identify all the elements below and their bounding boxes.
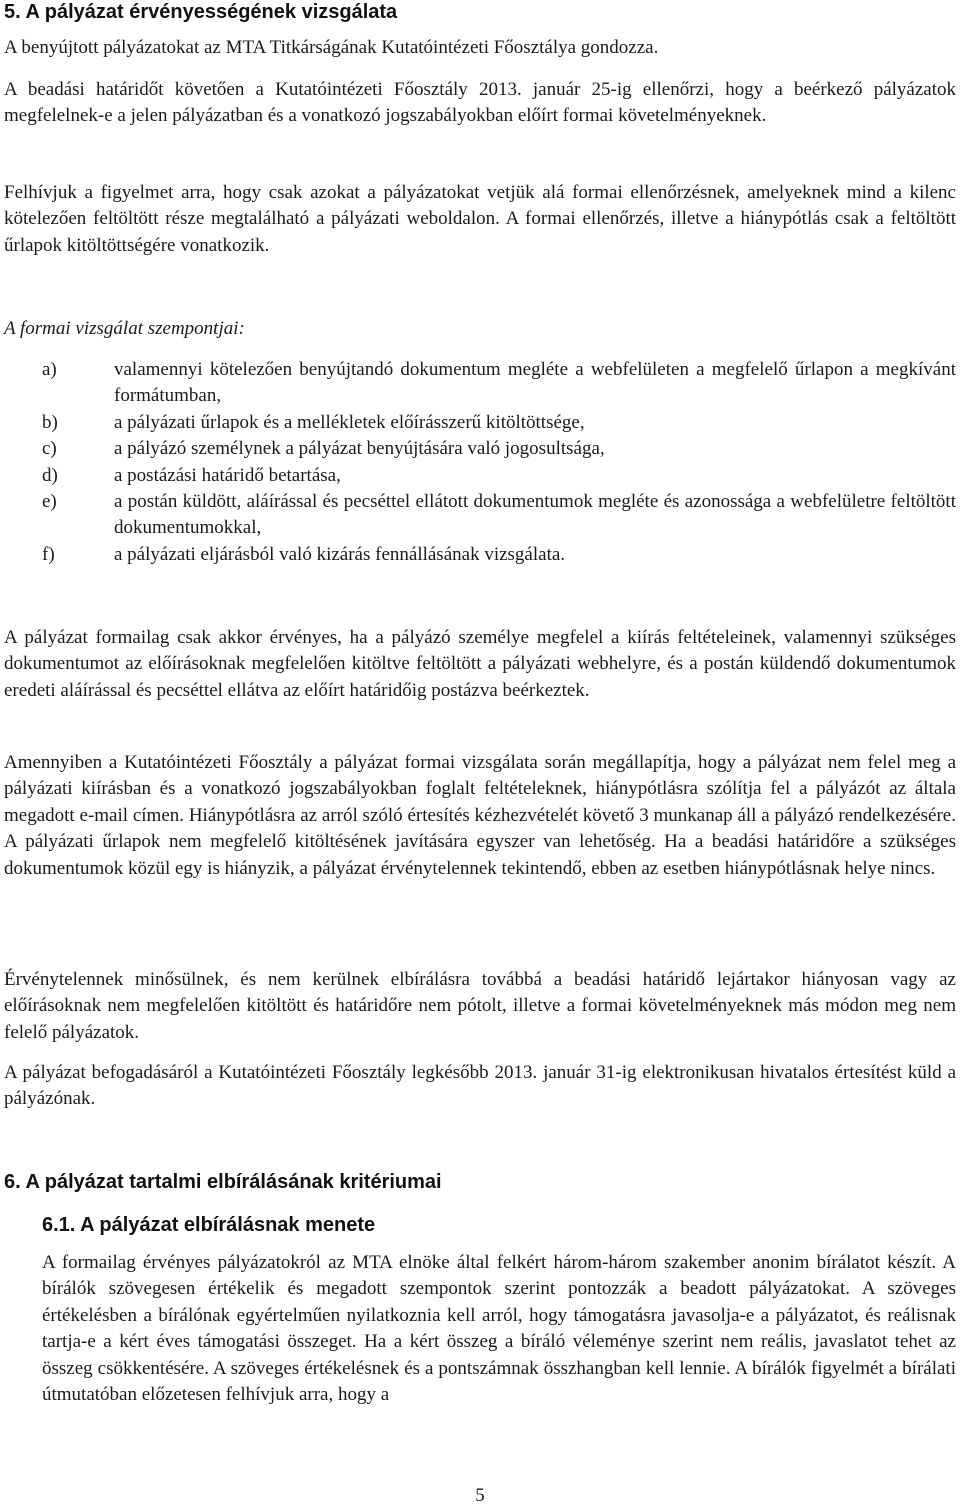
deficiency-paragraph: Amennyiben a Kutatóintézeti Főosztály a pályázat formai vizsgálata során megállapítja, hogy a pályázat nem felel meg a pályázati kiírásban és a vonatkozó jogszabályokban foglalt feltételeknek, hiánypótlásra szólítja fel a pályázót az általa megadott e-mail címen. Hiánypótlásra az arról szóló értesítés kézhezvételét követő 3 munkanap áll a pályázó rendelkezésére. A pályázati űrlapok nem megfelelő kitöltésének javítására egyszer van lehetőség. Ha a beadási határidőre a szükséges dokumentumok közül egy is hiányzik, a pályázat érvénytelennek tekintendő, ebben az esetben hiánypótlásnak helye nincs. <box>4 752 956 879</box>
section-6-heading: 6. A pályázat tartalmi elbírálásának kritériumai <box>4 1171 442 1193</box>
criteria-item-b <box>0 410 956 436</box>
section-6-1-heading: 6.1. A pályázat elbírálásnak menete <box>42 1214 376 1236</box>
criteria-text: a postázási határidő betartása, <box>114 464 341 486</box>
criteria-text: a pályázó személynek a pályázat benyújtására való jogosultsága, <box>114 438 605 460</box>
criteria-text: a pályázati űrlapok és a mellékletek előírásszerű kitöltöttsége, <box>114 411 585 433</box>
criteria-text: valamennyi kötelezően benyújtandó dokumentum megléte a webfelületen a megfelelő űrlapon a megkívánt formátumban, <box>114 359 956 407</box>
acceptance-paragraph: A pályázat befogadásáról a Kutatóintézeti Főosztály legkésőbb 2013. január 31-ig elektronikusan hivatalos értesítést küld a pályázónak. <box>4 1062 956 1110</box>
criteria-marker: e) <box>42 491 57 513</box>
notice-paragraph: Felhívjuk a figyelmet arra, hogy csak azokat a pályázatokat vetjük alá formai ellenőrzésnek, amelyeknek mind a kilenc kötelezően feltöltött része megtalálható a pályázati weboldalon. A formai ellenőrzés, illetve a hiánypótlás csak a feltöltött űrlapok kitöltöttségére vonatkozik. <box>4 182 956 256</box>
criteria-item-c <box>0 436 956 462</box>
criteria-item-e <box>0 489 956 542</box>
intro-paragraph-1: A benyújtott pályázatokat az MTA Titkárságának Kutatóintézeti Főosztálya gondozza. <box>4 37 659 58</box>
page-number: 5 <box>475 1485 485 1506</box>
criteria-marker: a) <box>42 359 57 380</box>
criteria-marker: b) <box>42 411 58 433</box>
criteria-text: a pályázati eljárásból való kizárás fennállásának vizsgálata. <box>114 543 566 565</box>
criteria-marker: d) <box>42 464 58 486</box>
intro-paragraph-2: A beadási határidőt követően a Kutatóintézeti Főosztály 2013. január 25-ig ellenőrzi, hogy a beérkező pályázatok megfelelnek-e a jelen pályázatban és a vonatkozó jogszabályokban előírt formai követelményeknek. <box>4 79 956 127</box>
criteria-item-d <box>0 463 956 489</box>
criteria-item-a <box>0 357 956 410</box>
criteria-list <box>0 357 956 568</box>
criteria-title: A formai vizsgálat szempontjai: <box>4 318 245 339</box>
criteria-marker: c) <box>42 438 57 460</box>
validity-paragraph: A pályázat formailag csak akkor érvényes, ha a pályázó személye megfelel a kiírás feltételeinek, valamennyi szükséges dokumentumot az előírásoknak megfelelően kitöltve feltöltött a pályázati webhelyre, és a postán küldendő dokumentumok eredeti aláírással és pecséttel ellátva az előírt határidőig postázva beérkeztek. <box>4 627 956 701</box>
invalid-paragraph: Érvénytelennek minősülnek, és nem kerülnek elbírálásra továbbá a beadási határidő lejártakor hiányosan vagy az előírásoknak nem megfelelően kitöltött és határidőre nem pótolt, illetve a formai követelményeknek más módon meg nem felelő pályázatok. <box>4 969 956 1043</box>
evaluation-paragraph: A formailag érvényes pályázatokról az MTA elnöke által felkért három-három szakember anonim bírálatot készít. A bírálók szövegesen értékelik és megadott szempontok szerint pontozzák a beadott pályázatokat. A szöveges értékelésben a bírálónak egyértelműen nyilatkoznia kell arról, hogy támogatásra javasolja-e a pályázatot, és reálisnak tartja-e a kért éves támogatási összeget. Ha a kért összeg a bíráló véleménye szerint nem reális, javaslatot tehet az összeg csökkentésére. A szöveges értékelésnek és a pontszámnak összhangban kell lennie. A bírálók figyelmét a bírálati útmutatóban előzetesen felhívjuk arra, hogy a <box>42 1252 956 1406</box>
criteria-marker: f) <box>42 543 55 565</box>
section-5-heading: 5. A pályázat érvényességének vizsgálata <box>4 1 398 23</box>
criteria-item-f <box>0 542 956 568</box>
criteria-text: a postán küldött, aláírással és pecséttel ellátott dokumentumok megléte és azonossága a webfelületre feltöltött dokumentumokkal, <box>114 491 956 539</box>
